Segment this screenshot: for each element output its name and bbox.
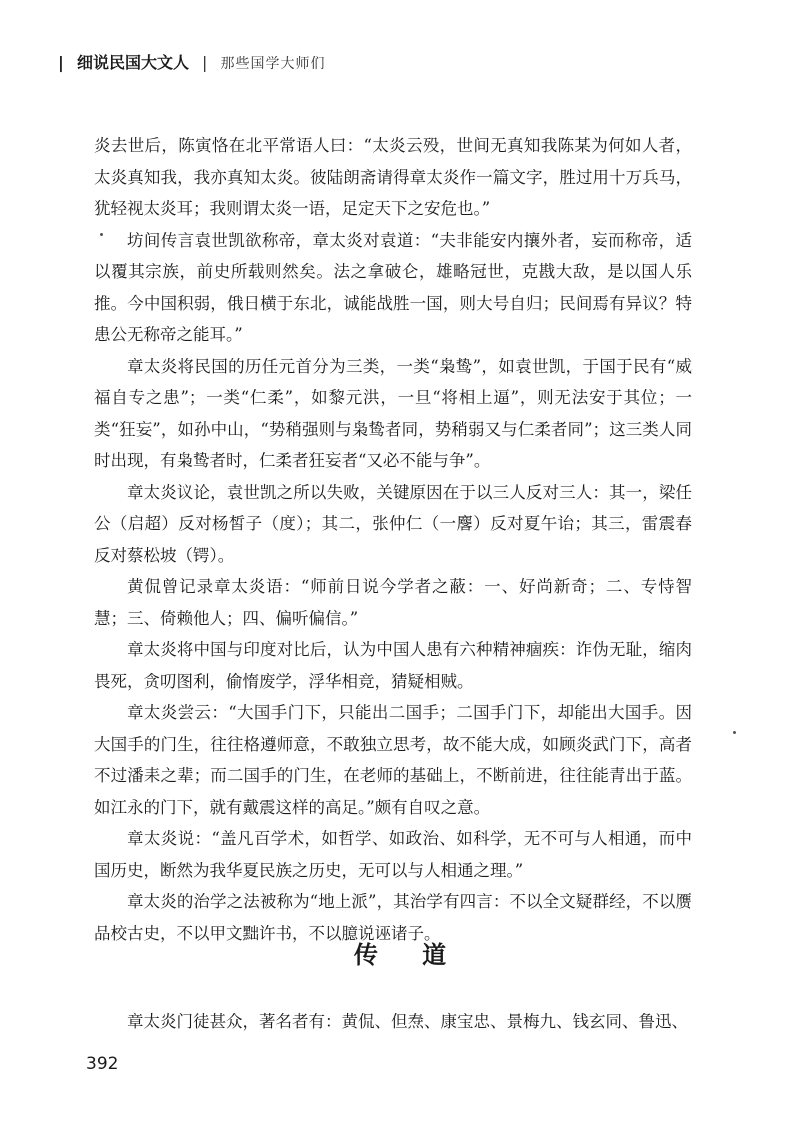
paragraph: 黄侃曾记录章太炎语：“师前日说今学者之蔽：一、好尚新奇；二、专恃智慧；三、倚赖他人；四、偏听偏信。” [94,577,692,628]
chapter-title: 那些国学大师们 [220,56,326,72]
body-text [94,130,692,949]
paragraph: 炎去世后，陈寅恪在北平常语人曰：“太炎云殁，世间无真知我陈某为何如人者，太炎真知我，我亦真知太炎。彼陆朗斋请得章太炎作一篇文字，胜过用十万兵马，犹轻视太炎耳；我则谓太炎一语，足定天下之安危也。” [94,136,692,218]
scan-speck [100,233,103,236]
body-text-continued [94,1006,692,1038]
book-title: 细说民国大文人 [76,53,189,72]
paragraph: 章太炎议论，袁世凯之所以失败，关键原因在于以三人反对三人：其一，梁任公（启超）反对杨皙子（度）；其二，张仲仁（一麐）反对夏午诒；其三，雷震春反对蔡松坡（锷）。 [94,482,692,565]
paragraph: 章太炎的治学之法被称为“地上派”，其治学有四言：不以全文疑群经，不以赝品校古史，不以甲文黜许书，不以臆说诬诸子。 [94,892,692,943]
paragraph: 章太炎将民国的历任元首分为三类，一类“枭鸷”，如袁世凯，于国于民有“威福自专之患”；一类“仁柔”，如黎元洪，一旦“将相上逼”，则无法安于其位；一类“狂妄”，如孙中山，“势稍强则与枭鸷者同，势稍弱又与仁柔者同”；这三类人同时出现，有枭鸷者时，仁柔者狂妄者“又必不能与争”。 [94,356,692,470]
header-bar: | [58,53,64,72]
paragraph: 章太炎门徒甚众，著名者有：黄侃、但焘、康宝忠、景梅九、钱玄同、鲁迅、 [127,1012,688,1031]
paragraph: 坊间传言袁世凯欲称帝，章太炎对袁道：“夫非能安内攘外者，妄而称帝，适以覆其宗族，前史所载则然矣。法之拿破仑，雄略冠世，克戡大敌，是以国人乐推。今中国积弱，俄日横于东北，诚能战胜一国，则大号自归；民间焉有异议？特患公无称帝之能耳。” [94,230,692,344]
scan-speck [733,731,736,734]
paragraph: 章太炎尝云：“大国手门下，只能出二国手；二国手门下，却能出大国手。因大国手的门生，往往格遵师意，不敢独立思考，故不能大成，如顾炎武门下，高者不过潘耒之辈；而二国手的门生，在老师的基础上，不断前进，往往能青出于蓝。如江永的门下，就有戴震这样的高足。”颇有自叹之意。 [94,703,692,817]
section-title: 传 道 [353,940,465,969]
page-number: 392 [86,1054,119,1074]
header-separator: | [202,53,208,72]
paragraph: 章太炎将中国与印度对比后，认为中国人患有六种精神痼疾：诈伪无耻，缩肉畏死，贪叨图利，偷惰废学，浮华相竞，猜疑相贼。 [94,640,692,691]
paragraph: 章太炎说：“盖凡百学术，如哲学、如政治、如科学，无不可与人相通，而中国历史，断然为我华夏民族之历史，无可以与人相通之理。” [94,829,692,880]
running-head [58,52,326,75]
